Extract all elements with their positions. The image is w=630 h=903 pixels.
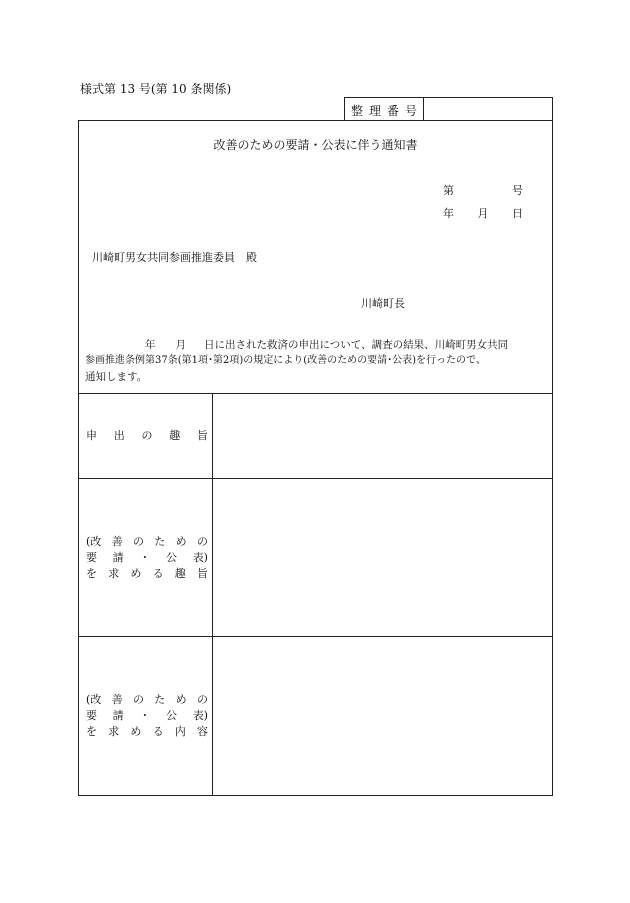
- control-number-field[interactable]: [427, 102, 547, 118]
- row-label-request-purpose: (改 善 の た め の 要 請 ・ 公 表) を 求 め る 趣 旨: [86, 535, 208, 580]
- control-number-box: [344, 97, 553, 121]
- control-number-label: 整 理 番 号: [351, 104, 417, 118]
- body-line-1: 年 月 日に出された救済の申出について、調査の結果、川崎町男女共同: [145, 339, 509, 351]
- row-label-purpose: 申 出 の 趣 旨: [86, 429, 208, 442]
- form-id: 様式第 13 号(第 10 条関係): [80, 82, 232, 96]
- sender: 川崎町長: [361, 297, 405, 310]
- issue-date: 年 月 日: [443, 207, 523, 220]
- body-line-2: 参画推進条例第37条(第1項･第2項)の規定により(改善のための要請･公表)を行ったので、: [85, 355, 486, 366]
- document-title: 改善のための要請・公表に伴う通知書: [213, 138, 418, 152]
- addressee: 川崎町男女共同参画推進委員 殿: [92, 251, 257, 264]
- row-value-request-purpose[interactable]: [216, 482, 548, 632]
- body-line-3: 通知します。: [85, 371, 148, 383]
- row-value-request-content[interactable]: [216, 640, 548, 792]
- row-value-purpose[interactable]: [216, 397, 548, 475]
- row-label-request-content: (改 善 の た め の 要 請 ・ 公 表) を 求 め る 内 容: [86, 693, 208, 738]
- reference-number: 第 号: [443, 184, 523, 197]
- body-text: [85, 337, 550, 385]
